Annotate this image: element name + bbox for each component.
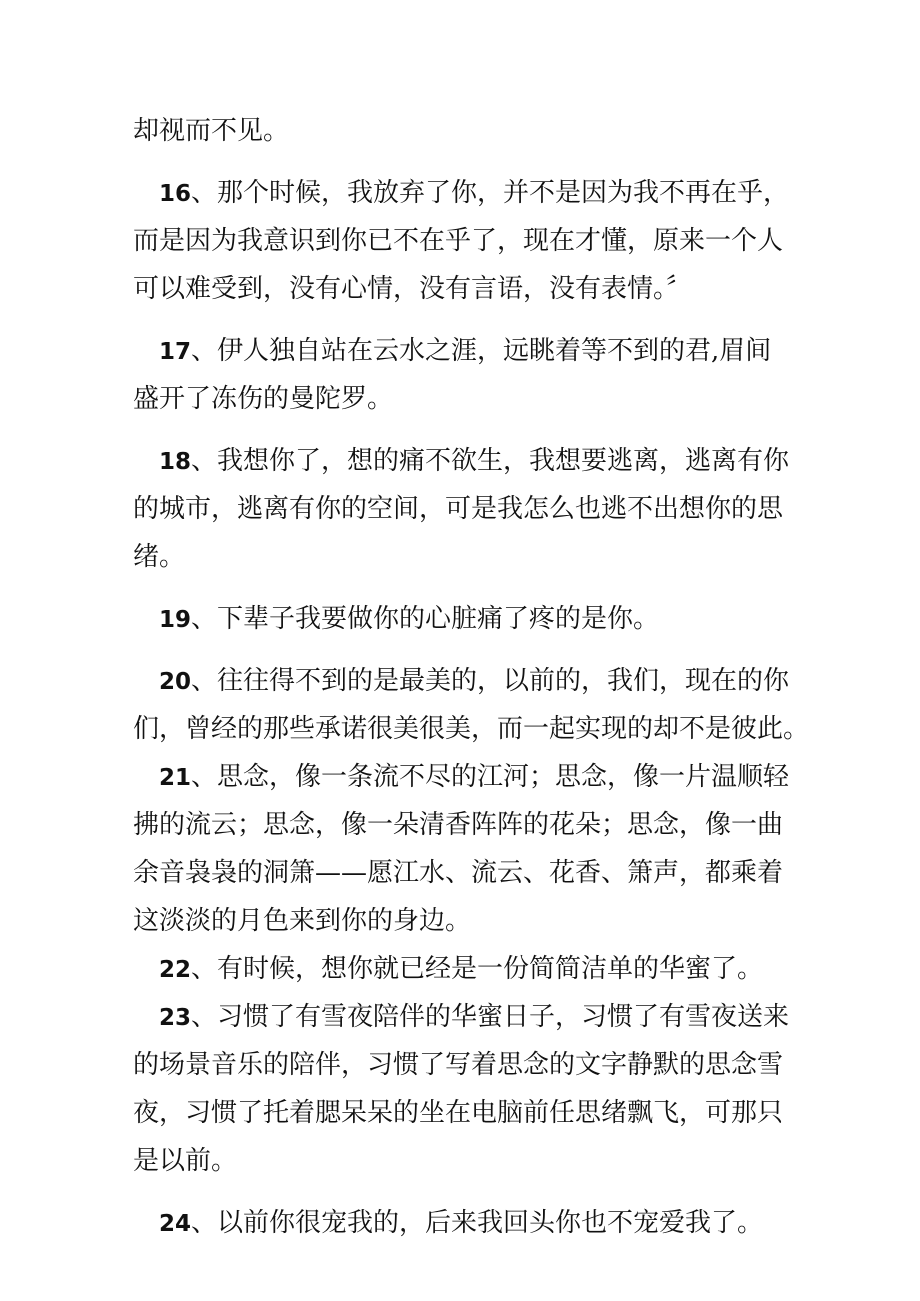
paragraph-line [133, 1199, 793, 1247]
paragraph-16 [133, 169, 793, 313]
paragraph-22 [133, 945, 793, 993]
paragraph-line: 的场景音乐的陪伴，习惯了写着思念的文字静默的思念雪 [133, 1050, 784, 1080]
paragraph-text: 、以前你很宠我的，后来我回头你也不宠爱我了。 [191, 1208, 764, 1238]
item-number: 18 [159, 449, 192, 475]
paragraph-continuation [133, 107, 793, 155]
paragraph-23 [133, 993, 793, 1185]
paragraph-line: 拂的流云；思念，像一朵清香阵阵的花朵；思念，像一曲 [133, 810, 784, 840]
paragraph-line: 是以前。 [133, 1146, 238, 1176]
paragraph-24 [133, 1199, 793, 1247]
paragraph-line: 这淡淡的月色来到你的身边。 [133, 906, 472, 936]
paragraph-18 [133, 437, 793, 581]
paragraph-line: 而是因为我意识到你已不在乎了，现在才懂，原来一个人 [133, 226, 784, 256]
paragraph-line [133, 945, 793, 993]
paragraph-text: 、思念，像一条流不尽的江河；思念，像一片温顺轻 [191, 762, 790, 792]
item-number: 16 [159, 181, 192, 207]
item-number: 21 [159, 765, 192, 791]
paragraph-line: 余音袅袅的洞箫——愿江水、流云、花香、箫声，都乘着 [133, 858, 784, 888]
item-number: 17 [159, 339, 192, 365]
paragraph-text: 、习惯了有雪夜陪伴的华蜜日子，习惯了有雪夜送来 [191, 1002, 790, 1032]
item-number: 23 [159, 1005, 192, 1031]
item-number: 22 [159, 957, 192, 983]
paragraph-line: 却视而不见。 [133, 116, 290, 146]
paragraph-line: 可以难受到，没有心情，没有言语，没有表情。〞 [133, 274, 693, 304]
paragraph-line [133, 327, 793, 375]
paragraph-text: 、有时候，想你就已经是一份简简洁单的华蜜了。 [191, 954, 764, 984]
paragraph-line: 的城市，逃离有你的空间，可是我怎么也逃不出想你的思 [133, 494, 784, 524]
paragraph-line [133, 993, 793, 1041]
document-body [133, 107, 810, 1247]
paragraph-line: 夜，习惯了托着腮呆呆的坐在电脑前任思绪飘飞，可那只 [133, 1098, 784, 1128]
paragraph-line [133, 595, 793, 643]
paragraph-text: 、下辈子我要做你的心脏痛了疼的是你。 [191, 604, 660, 634]
paragraph-line: 盛开了冻伤的曼陀罗。 [133, 384, 394, 414]
item-number: 20 [159, 669, 192, 695]
paragraph-line: 们，曾经的那些承诺很美很美，而一起实现的却不是彼此。 [133, 714, 810, 744]
paragraph-17 [133, 327, 793, 423]
paragraph-line: 绪。 [133, 542, 186, 572]
paragraph-20 [133, 657, 810, 753]
paragraph-line [133, 753, 793, 801]
paragraph-line [133, 657, 793, 705]
item-number: 19 [159, 607, 192, 633]
paragraph-text: 、那个时候，我放弃了你，并不是因为我不再在乎， [191, 178, 790, 208]
paragraph-21 [133, 753, 793, 945]
paragraph-text: 、我想你了，想的痛不欲生，我想要逃离，逃离有你 [191, 446, 790, 476]
paragraph-line [133, 169, 793, 217]
paragraph-text: 、往往得不到的是最美的，以前的，我们，现在的你 [191, 666, 790, 696]
paragraph-line [133, 437, 793, 485]
paragraph-text: 、伊人独自站在云水之涯，远眺着等不到的君,眉间 [191, 336, 772, 366]
item-number: 24 [159, 1211, 192, 1237]
paragraph-19 [133, 595, 793, 643]
